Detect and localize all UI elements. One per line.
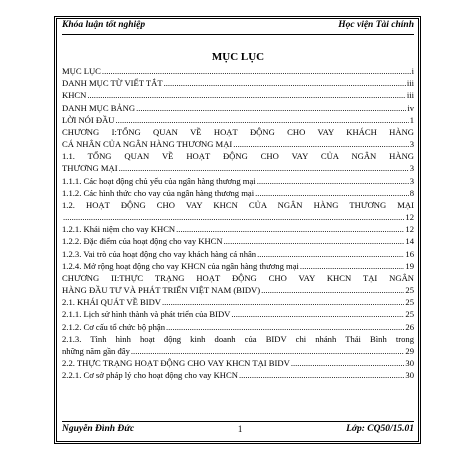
toc-page-number: 3 — [409, 139, 414, 150]
toc-entry-text: MỤC LỤC — [62, 65, 101, 76]
toc-entry[interactable] — [62, 284, 414, 296]
toc-entry[interactable] — [62, 357, 414, 369]
toc-entry-text: những năm gần đây — [62, 345, 130, 356]
toc-page-number: 30 — [405, 358, 414, 369]
header-right: Học viện Tài chính — [338, 20, 414, 30]
toc-entry-text: 2.1.2. Cơ cấu tổ chức bộ phận — [62, 321, 165, 332]
toc-page-number: 8 — [409, 187, 414, 198]
toc-entry-text: 1.2.1. Khái niệm cho vay KHCN — [62, 224, 176, 235]
toc-entry[interactable] — [62, 248, 414, 260]
footer-rule — [62, 421, 414, 422]
toc-page-number: 12 — [405, 212, 414, 223]
toc-page-number: 19 — [405, 260, 414, 271]
header-left: Khóa luận tốt nghiệp — [62, 20, 146, 30]
toc-dot-leader — [257, 175, 409, 187]
toc-entry-line1[interactable]: 1.2. HOẠT ĐỘNG CHO VAY KHCN CỦA NGÂN HÀNG THƯƠNG MẠI — [62, 199, 414, 210]
toc-dot-leader — [116, 114, 409, 126]
toc-title: MỤC LỤC — [211, 51, 265, 63]
toc-page-number: iii — [406, 90, 414, 101]
toc-entry-line1[interactable]: 2.1.3. Tình hình hoạt động kinh doanh của BIDV chi nhánh Thái Bình trong — [62, 333, 414, 344]
toc-entry[interactable] — [62, 211, 414, 223]
toc-page-number: 14 — [405, 236, 414, 247]
toc-entry[interactable] — [62, 162, 414, 174]
toc-entry-text: KHCN — [62, 90, 87, 101]
toc-page-number: 3 — [409, 163, 414, 174]
toc-entry[interactable] — [62, 114, 414, 126]
toc-entry[interactable] — [62, 223, 414, 235]
toc-entry-text: 2.1. KHÁI QUÁT VỀ BIDV — [62, 297, 161, 308]
toc-entry[interactable] — [62, 138, 414, 150]
toc-page-number: 25 — [405, 297, 414, 308]
toc-entry-text: THƯƠNG MẠI — [62, 163, 118, 174]
toc-entry-text: LỜI NÓI ĐẦU — [62, 114, 115, 125]
toc-page-number: 16 — [405, 248, 414, 259]
toc-entry[interactable] — [62, 369, 414, 381]
toc-dot-leader — [255, 187, 409, 199]
toc-entry-text: DANH MỤC BẢNG — [62, 102, 136, 113]
toc-page-number: 25 — [405, 285, 414, 296]
toc-dot-leader — [162, 296, 404, 308]
page-number: 1 — [237, 424, 243, 434]
toc-entry[interactable] — [62, 65, 414, 77]
toc-entry-text: DANH MỤC TỪ VIẾT TẮT — [62, 78, 163, 89]
toc-entry[interactable] — [62, 175, 414, 187]
toc-dot-leader — [63, 211, 404, 223]
toc-entry-text: 1.1.2. Các hình thức cho vay của ngân hàng thương mại — [62, 187, 255, 198]
toc-entry-text: 1.1.1. Các hoạt động chủ yếu của ngân hàng thương mại — [62, 175, 256, 186]
toc-dot-leader — [291, 357, 405, 369]
toc-dot-leader — [136, 102, 406, 114]
toc-entry[interactable] — [62, 321, 414, 333]
toc-entry[interactable] — [62, 345, 414, 357]
toc-dot-leader — [166, 321, 404, 333]
toc-page-number: i — [411, 65, 414, 76]
toc-entry[interactable] — [62, 102, 414, 114]
toc-entry[interactable] — [62, 77, 414, 89]
toc-page-number: 1 — [409, 114, 414, 125]
toc-page-number: 29 — [405, 345, 414, 356]
toc-entry-text: 2.1.1. Lịch sử hình thành và phát triển của BIDV — [62, 309, 231, 320]
toc-dot-leader — [164, 77, 406, 89]
toc-page-number: 3 — [409, 175, 414, 186]
toc-entry[interactable] — [62, 89, 414, 101]
toc-entry-line1[interactable]: 1.1. TỔNG QUAN VỀ HOẠT ĐỘNG CHO VAY CỦA NGÂN HÀNG — [62, 151, 414, 162]
toc-dot-leader — [300, 260, 404, 272]
toc-entry[interactable] — [62, 235, 414, 247]
toc-entry[interactable] — [62, 260, 414, 272]
toc-dot-leader — [87, 89, 405, 101]
toc-entry-text: 1.2.3. Vai trò của hoạt động cho vay khách hàng cá nhân — [62, 248, 257, 259]
toc-entry-text: 1.2.2. Đặc điểm của hoạt động cho vay KHCN — [62, 236, 223, 247]
toc-entry-text: HÀNG ĐẦU TƯ VÀ PHÁT TRIỂN VIỆT NAM (BIDV) — [62, 285, 261, 296]
toc-entry-text: 2.2. THỰC TRẠNG HOẠT ĐỘNG CHO VAY KHCN TẠI BIDV — [62, 358, 290, 369]
toc-dot-leader — [224, 235, 405, 247]
toc-dot-leader — [131, 345, 405, 357]
toc-dot-leader — [261, 284, 404, 296]
toc-page-number: iv — [407, 102, 414, 113]
toc-page-number: 12 — [405, 224, 414, 235]
toc-dot-leader — [102, 65, 411, 77]
toc-entry-text: 1.2.4. Mở rộng hoạt động cho vay KHCN của ngân hàng thương mại — [62, 260, 299, 271]
footer-author: Nguyễn Đình Đức — [62, 424, 135, 434]
toc-entry[interactable] — [62, 296, 414, 308]
table-of-contents — [62, 65, 414, 381]
toc-entry[interactable] — [62, 308, 414, 320]
toc-dot-leader — [257, 248, 404, 260]
page-footer — [62, 424, 414, 434]
toc-entry-line1[interactable]: CHƯƠNG I:TỔNG QUAN VỀ HOẠT ĐỘNG CHO VAY KHÁCH HÀNG — [62, 126, 414, 137]
toc-dot-leader — [239, 369, 404, 381]
toc-page-number: iii — [406, 78, 414, 89]
toc-entry-text: CÁ NHÂN CỦA NGÂN HÀNG THƯƠNG MẠI — [62, 139, 233, 150]
toc-dot-leader — [119, 162, 409, 174]
page-header — [62, 20, 414, 30]
toc-page-number: 25 — [405, 309, 414, 320]
toc-dot-leader — [231, 308, 404, 320]
footer-class: Lớp: CQ50/15.01 — [346, 424, 414, 434]
header-rule — [62, 34, 414, 35]
toc-dot-leader — [176, 223, 404, 235]
toc-entry-text: 2.2.1. Cơ sở pháp lý cho hoạt động cho vay KHCN — [62, 370, 238, 381]
toc-entry-line1[interactable]: CHƯƠNG II:THỰC TRẠNG HOẠT ĐỘNG CHO VAY KHCN TẠI NGÂN — [62, 272, 414, 283]
toc-entry[interactable] — [62, 187, 414, 199]
toc-page-number: 26 — [405, 321, 414, 332]
toc-dot-leader — [233, 138, 408, 150]
toc-page-number: 30 — [405, 370, 414, 381]
